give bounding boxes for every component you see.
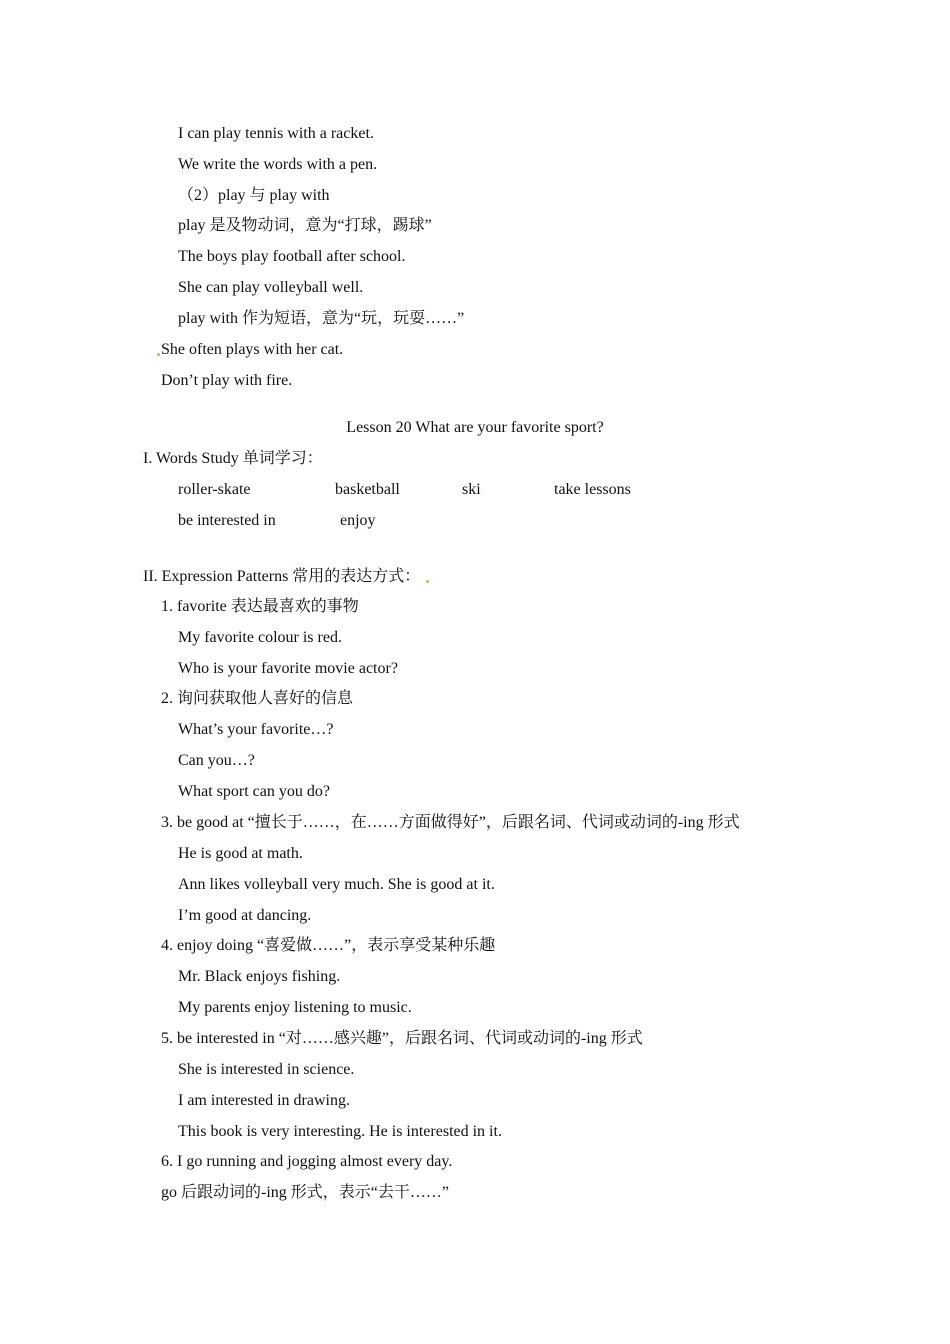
words-study-heading: I. Words Study 单词学习： [143, 450, 323, 467]
expression-patterns-heading: II. Expression Patterns 常用的表达方式： [143, 568, 421, 585]
subsection-heading: （2）play 与 play with [178, 187, 330, 204]
pattern-label: 2. 询问获取他人喜好的信息 [161, 690, 354, 707]
pattern-label: 6. I go running and jogging almost every day. [161, 1153, 453, 1170]
example-sentence: I can play tennis with a racket. [178, 125, 374, 142]
example-sentence: We write the words with a pen. [178, 156, 378, 173]
vocab-word: roller-skate [178, 481, 251, 498]
vocab-word: basketball [335, 481, 400, 498]
example-sentence: She is interested in science. [178, 1061, 355, 1078]
example-sentence: Who is your favorite movie actor? [178, 660, 398, 677]
pattern-label: 4. enjoy doing “喜爱做……”，表示享受某种乐趣 [161, 937, 496, 954]
example-sentence: Mr. Black enjoys fishing. [178, 968, 341, 985]
explanation-line: play 是及物动词，意为“打球，踢球” [178, 217, 432, 234]
example-sentence: Can you…? [178, 752, 255, 769]
example-sentence: I am interested in drawing. [178, 1092, 350, 1109]
example-sentence: She can play volleyball well. [178, 279, 364, 296]
vocab-word: be interested in [178, 512, 276, 529]
vocab-word: ski [462, 481, 481, 498]
pattern-label: 5. be interested in “对……感兴趣”，后跟名词、代词或动词的-ing 形式 [161, 1030, 643, 1047]
vocab-word: take lessons [554, 481, 631, 498]
example-sentence: What sport can you do? [178, 783, 330, 800]
example-sentence: Ann likes volleyball very much. She is good at it. [178, 876, 495, 893]
example-sentence: Don’t play with fire. [161, 372, 293, 389]
example-sentence-row [156, 340, 343, 360]
example-sentence: I’m good at dancing. [178, 907, 312, 924]
marker-dot [426, 580, 429, 583]
example-sentence: What’s your favorite…? [178, 721, 334, 738]
pattern-label: 1. favorite 表达最喜欢的事物 [161, 598, 359, 615]
example-sentence: My favorite colour is red. [178, 629, 342, 646]
marker-dot [157, 353, 160, 356]
example-sentence: He is good at math. [178, 845, 303, 862]
explanation-line: go 后跟动词的-ing 形式，表示“去干……” [161, 1184, 449, 1201]
example-sentence: The boys play football after school. [178, 248, 406, 265]
example-sentence: She often plays with her cat. [161, 341, 344, 358]
pattern-label: 3. be good at “擅长于……，在……方面做得好”，后跟名词、代词或动词的-ing 形式 [161, 814, 740, 831]
explanation-line: play with 作为短语，意为“玩，玩耍……” [178, 310, 465, 327]
example-sentence: This book is very interesting. He is interested in it. [178, 1123, 502, 1140]
example-sentence: My parents enjoy listening to music. [178, 999, 412, 1016]
lesson-title: Lesson 20 What are your favorite sport? [346, 419, 604, 436]
expression-patterns-heading-row [143, 567, 430, 587]
vocab-word: enjoy [340, 512, 376, 529]
